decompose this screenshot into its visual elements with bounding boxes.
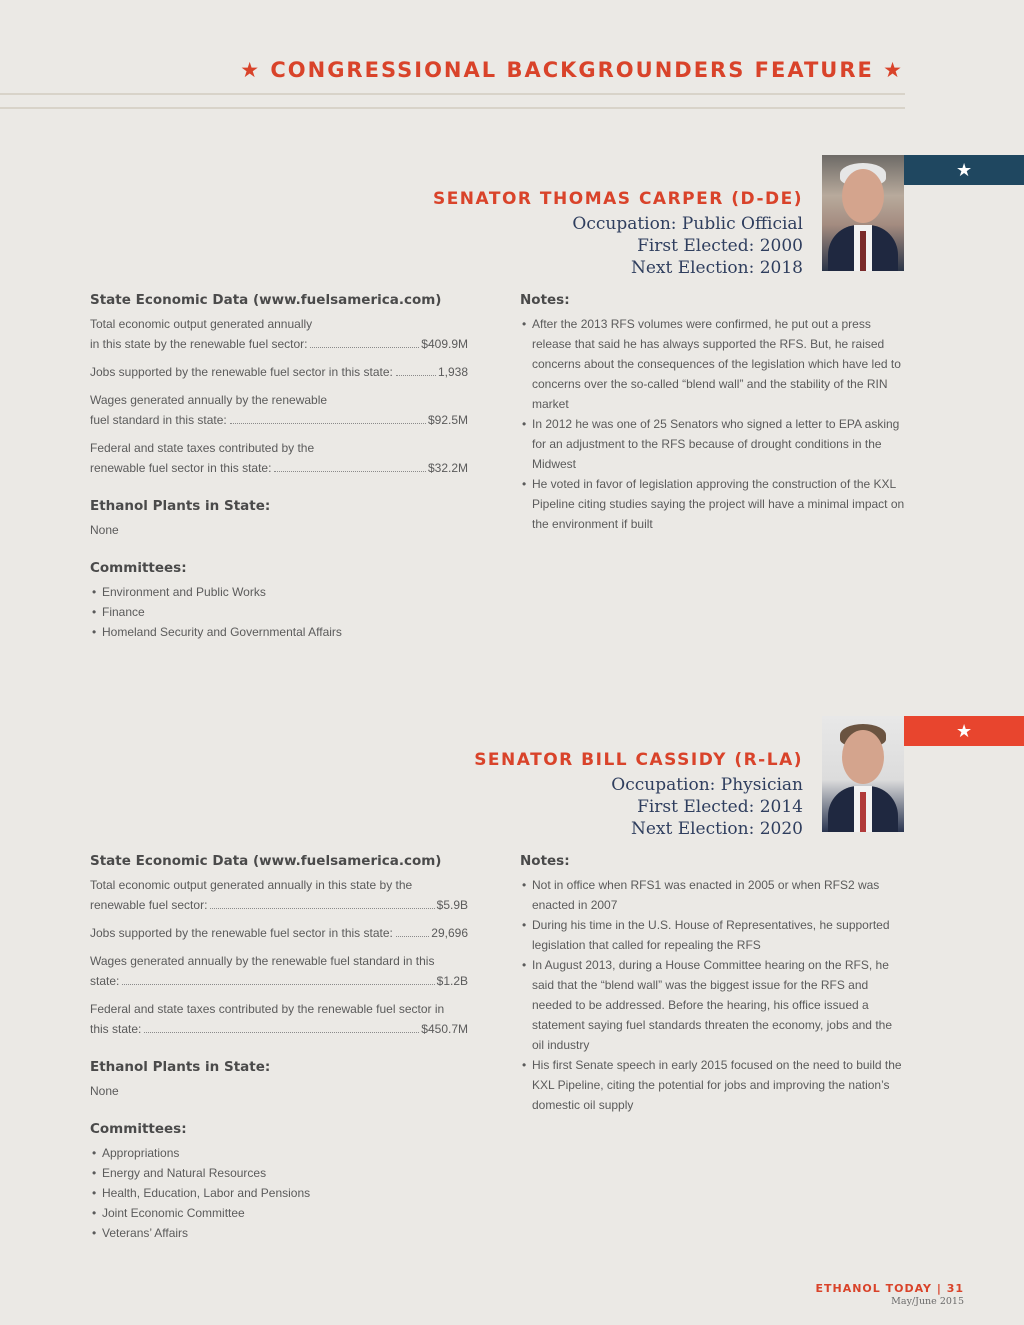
next-election: Next Election: 2018 <box>630 258 803 278</box>
occupation: Occupation: Public Official <box>572 214 803 234</box>
committees-list <box>90 582 468 642</box>
list-item: • After the 2013 RFS volumes were confirmed, he put out a press release that said he has always supported the RFS. But, he raised concerns about the consequences of the legislation which have led to concerns over the so-called “blend wall” and the stability of the RIN market <box>520 314 905 414</box>
econ-line1: Total economic output generated annually in this state by the <box>90 878 413 892</box>
next-election: Next Election: 2020 <box>630 819 803 839</box>
econ-item-jobs <box>90 923 468 943</box>
econ-line2: in this state by the renewable fuel sector: <box>90 337 308 351</box>
committees-heading: Committees: <box>90 560 187 576</box>
econ-value: 29,696 <box>431 926 468 940</box>
econ-line2: fuel standard in this state: <box>90 413 227 427</box>
footer-date: May/June 2015 <box>891 1296 964 1307</box>
notes-list <box>520 314 905 534</box>
econ-value: $1.2B <box>436 974 468 988</box>
notes-list <box>520 875 905 1115</box>
senator-carper-left-column <box>90 290 468 642</box>
page-header-title: ★ CONGRESSIONAL BACKGROUNDERS FEATURE ★ <box>240 58 904 82</box>
list-item: • In August 2013, during a House Committee hearing on the RFS, he said that the “blend wall” was the biggest issue for the RFS and needed to be addressed. Before the hearing, his office issued a statement saying fuel standards threaten the economy, jobs and the oil industry <box>520 955 905 1055</box>
senator-carper-notes <box>520 290 905 534</box>
econ-line2: Jobs supported by the renewable fuel sector in this state: <box>90 365 393 379</box>
econ-value: $409.9M <box>421 337 468 351</box>
list-item: • Energy and Natural Resources <box>90 1163 468 1183</box>
occupation: Occupation: Physician <box>611 775 803 795</box>
econ-item-taxes <box>90 438 468 478</box>
econ-item-output <box>90 875 468 915</box>
econ-line2: renewable fuel sector in this state: <box>90 461 272 475</box>
notes-heading: Notes: <box>520 853 570 869</box>
econ-line1: Total economic output generated annually <box>90 317 313 331</box>
econ-line2: this state: <box>90 1022 142 1036</box>
list-item: • Veterans’ Affairs <box>90 1223 468 1243</box>
econ-item-taxes <box>90 999 468 1039</box>
plants-heading: Ethanol Plants in State: <box>90 1059 271 1075</box>
plants-value: None <box>90 1084 119 1098</box>
star-flag-icon: ★ <box>904 716 1024 746</box>
econ-item-wages <box>90 390 468 430</box>
senator-carper-photo <box>822 155 904 271</box>
econ-heading: State Economic Data (www.fuelsamerica.com) <box>90 853 442 869</box>
econ-item-output <box>90 314 468 354</box>
econ-item-wages <box>90 951 468 991</box>
econ-heading: State Economic Data (www.fuelsamerica.com) <box>90 292 442 308</box>
list-item: • He voted in favor of legislation approving the construction of the KXL Pipeline citing studies saying the project will have a minimal impact on the environment if built <box>520 474 905 534</box>
list-item: • Finance <box>90 602 468 622</box>
econ-value: 1,938 <box>437 365 468 379</box>
list-item: • Health, Education, Labor and Pensions <box>90 1183 468 1203</box>
econ-value: $92.5M <box>427 413 468 427</box>
senator-cassidy-notes <box>520 851 905 1115</box>
senator-cassidy-left-column <box>90 851 468 1243</box>
senator-cassidy-photo <box>822 716 904 832</box>
list-item: • Homeland Security and Governmental Affairs <box>90 622 468 642</box>
list-item: • Environment and Public Works <box>90 582 468 602</box>
econ-line1: Wages generated annually by the renewable fuel standard in this <box>90 954 435 968</box>
econ-line2: state: <box>90 974 120 988</box>
senator-name: SENATOR BILL CASSIDY (R-LA) <box>474 750 803 770</box>
first-elected: First Elected: 2014 <box>637 797 803 817</box>
footer-publication: ETHANOL TODAY | 31 <box>815 1282 964 1295</box>
senator-cassidy-name-block <box>474 750 803 840</box>
senator-name: SENATOR THOMAS CARPER (D-DE) <box>432 189 803 209</box>
list-item: • His first Senate speech in early 2015 focused on the need to build the KXL Pipeline, citing the potential for jobs and improving the nation’s domestic oil supply <box>520 1055 905 1115</box>
econ-item-jobs <box>90 362 468 382</box>
header-rule-top <box>0 93 905 95</box>
list-item: • Appropriations <box>90 1143 468 1163</box>
plants-heading: Ethanol Plants in State: <box>90 498 271 514</box>
econ-value: $5.9B <box>436 898 468 912</box>
econ-line2: Jobs supported by the renewable fuel sector in this state: <box>90 926 393 940</box>
list-item: • Not in office when RFS1 was enacted in 2005 or when RFS2 was enacted in 2007 <box>520 875 905 915</box>
star-flag-icon: ★ <box>904 155 1024 185</box>
econ-line2: renewable fuel sector: <box>90 898 208 912</box>
notes-heading: Notes: <box>520 292 570 308</box>
header-rule-bottom <box>0 107 905 109</box>
econ-value: $32.2M <box>427 461 468 475</box>
list-item: • Joint Economic Committee <box>90 1203 468 1223</box>
committees-list <box>90 1143 468 1243</box>
first-elected: First Elected: 2000 <box>637 236 803 256</box>
econ-line1: Federal and state taxes contributed by the renewable fuel sector in <box>90 1002 445 1016</box>
plants-value: None <box>90 523 119 537</box>
senator-carper-name-block <box>433 189 803 279</box>
list-item: • During his time in the U.S. House of Representatives, he supported legislation that called for repealing the RFS <box>520 915 905 955</box>
committees-heading: Committees: <box>90 1121 187 1137</box>
econ-line1: Wages generated annually by the renewable <box>90 393 328 407</box>
list-item: • In 2012 he was one of 25 Senators who signed a letter to EPA asking for an adjustment to the RFS because of drought conditions in the Midwest <box>520 414 905 474</box>
econ-value: $450.7M <box>421 1022 468 1036</box>
econ-line1: Federal and state taxes contributed by the <box>90 441 315 455</box>
